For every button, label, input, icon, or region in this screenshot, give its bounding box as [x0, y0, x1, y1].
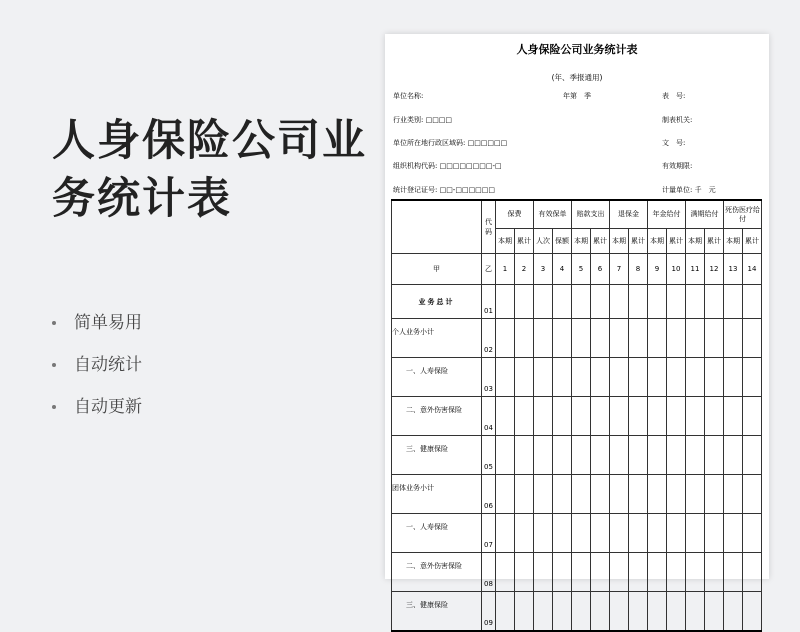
column-number: 5 [572, 254, 591, 285]
column-number: 7 [610, 254, 629, 285]
data-cell[interactable] [705, 553, 724, 592]
document-subtitle: (年、季报通用) [551, 73, 603, 82]
data-cell[interactable] [534, 592, 553, 632]
data-cell[interactable] [667, 397, 686, 436]
data-cell[interactable] [667, 514, 686, 553]
header-group: 赔款支出 [572, 200, 610, 229]
data-cell[interactable] [667, 553, 686, 592]
meta-industry: 行业类别: □□□□ [393, 116, 453, 124]
data-cell[interactable] [705, 397, 724, 436]
column-number: 4 [553, 254, 572, 285]
column-number: 8 [629, 254, 648, 285]
hero-title-line2: 务统计表 [52, 174, 232, 224]
header-sub: 人次 [534, 229, 553, 254]
header-sub: 累计 [743, 229, 762, 254]
data-cell[interactable] [743, 436, 762, 475]
table-row [392, 475, 762, 514]
data-cell[interactable] [515, 514, 534, 553]
header-sub: 累计 [629, 229, 648, 254]
header-sub: 累计 [515, 229, 534, 254]
data-cell[interactable] [572, 514, 591, 553]
row-code: 08 [482, 553, 496, 592]
data-cell[interactable] [724, 358, 743, 397]
data-cell[interactable] [515, 436, 534, 475]
data-cell[interactable] [610, 358, 629, 397]
data-cell[interactable] [705, 319, 724, 358]
header-blank [392, 200, 482, 254]
data-cell[interactable] [553, 285, 572, 319]
feature-label: 自动更新 [74, 397, 142, 417]
data-cell[interactable] [534, 285, 553, 319]
data-cell[interactable] [572, 592, 591, 632]
meta-period: 年第 季 [563, 92, 591, 100]
data-cell[interactable] [667, 436, 686, 475]
row-name: 团体业务小计 [392, 475, 482, 514]
statistics-table [391, 199, 762, 632]
data-cell[interactable] [591, 553, 610, 592]
table-row [392, 319, 762, 358]
data-cell[interactable] [629, 475, 648, 514]
data-cell[interactable] [572, 319, 591, 358]
data-cell[interactable] [610, 514, 629, 553]
data-cell[interactable] [610, 475, 629, 514]
data-cell[interactable] [572, 285, 591, 319]
data-cell[interactable] [496, 436, 515, 475]
table-row [392, 436, 762, 475]
data-cell[interactable] [724, 436, 743, 475]
data-cell[interactable] [553, 592, 572, 632]
data-cell[interactable] [743, 553, 762, 592]
column-number: 11 [686, 254, 705, 285]
data-cell[interactable] [572, 358, 591, 397]
data-cell[interactable] [591, 397, 610, 436]
column-number: 1 [496, 254, 515, 285]
data-cell[interactable] [724, 285, 743, 319]
data-cell[interactable] [610, 397, 629, 436]
header-sub: 本期 [496, 229, 515, 254]
data-cell[interactable] [686, 358, 705, 397]
data-cell[interactable] [515, 285, 534, 319]
bullet-icon [52, 405, 56, 409]
data-cell[interactable] [743, 475, 762, 514]
data-cell[interactable] [629, 514, 648, 553]
data-cell[interactable] [648, 436, 667, 475]
data-cell[interactable] [553, 475, 572, 514]
feature-label: 自动统计 [74, 355, 142, 375]
data-cell[interactable] [743, 397, 762, 436]
row-name: 业务总计 [392, 285, 482, 319]
data-cell[interactable] [591, 285, 610, 319]
meta-unit-name: 单位名称: [393, 92, 424, 100]
data-cell[interactable] [629, 358, 648, 397]
data-cell[interactable] [591, 475, 610, 514]
header-code: 代码 [482, 200, 496, 254]
header-sub: 累计 [667, 229, 686, 254]
meta-region: 单位所在地行政区域码: □□□□□□ [393, 139, 508, 147]
data-cell[interactable] [724, 475, 743, 514]
header-group: 年金给付 [648, 200, 686, 229]
data-cell[interactable] [572, 397, 591, 436]
header-group: 有效保单 [534, 200, 572, 229]
data-cell[interactable] [496, 514, 515, 553]
data-cell[interactable] [591, 319, 610, 358]
table-row [392, 358, 762, 397]
column-number: 14 [743, 254, 762, 285]
header-sub: 本期 [572, 229, 591, 254]
meta-issuer: 制表机关: [662, 116, 693, 124]
header-group: 死伤医疗给付 [724, 200, 762, 229]
row-code: 07 [482, 514, 496, 553]
column-number: 12 [705, 254, 724, 285]
data-cell[interactable] [515, 553, 534, 592]
document-title: 人身保险公司业务统计表 [516, 43, 638, 56]
data-cell[interactable] [724, 514, 743, 553]
bullet-icon [52, 363, 56, 367]
data-cell[interactable] [724, 553, 743, 592]
data-cell[interactable] [534, 514, 553, 553]
data-cell[interactable] [743, 358, 762, 397]
data-cell[interactable] [667, 358, 686, 397]
header-sub: 本期 [648, 229, 667, 254]
column-number: 3 [534, 254, 553, 285]
data-cell[interactable] [496, 592, 515, 632]
hero-title [52, 112, 367, 228]
data-cell[interactable] [743, 319, 762, 358]
data-cell[interactable] [610, 319, 629, 358]
data-cell[interactable] [667, 319, 686, 358]
table-row [392, 397, 762, 436]
data-cell[interactable] [629, 553, 648, 592]
row-code: 04 [482, 397, 496, 436]
header-sub: 本期 [610, 229, 629, 254]
meta-doc-no: 文 号: [662, 139, 686, 147]
row-code: 06 [482, 475, 496, 514]
header-sub: 累计 [705, 229, 724, 254]
data-cell[interactable] [686, 553, 705, 592]
data-cell[interactable] [629, 397, 648, 436]
table-body [392, 285, 762, 632]
data-cell[interactable] [534, 397, 553, 436]
data-cell[interactable] [534, 475, 553, 514]
data-cell[interactable] [629, 285, 648, 319]
data-cell[interactable] [705, 592, 724, 632]
table-row [392, 592, 762, 632]
data-cell[interactable] [743, 514, 762, 553]
hero-title-line1: 人身保险公司业 [52, 116, 367, 166]
data-cell[interactable] [553, 436, 572, 475]
table-header-row [392, 200, 762, 229]
header-yi: 乙 [482, 254, 496, 285]
row-code: 03 [482, 358, 496, 397]
row-name: 二、意外伤害保险 [392, 553, 482, 592]
column-number: 6 [591, 254, 610, 285]
data-cell[interactable] [686, 397, 705, 436]
column-number-row [392, 254, 762, 285]
data-cell[interactable] [553, 397, 572, 436]
header-group: 保费 [496, 200, 534, 229]
data-cell[interactable] [496, 358, 515, 397]
data-cell[interactable] [553, 514, 572, 553]
data-cell[interactable] [667, 285, 686, 319]
table-row [392, 285, 762, 319]
data-cell[interactable] [515, 592, 534, 632]
data-cell[interactable] [724, 319, 743, 358]
row-name: 个人业务小计 [392, 319, 482, 358]
meta-valid: 有效期限: [662, 162, 693, 170]
data-cell[interactable] [648, 514, 667, 553]
table-row [392, 514, 762, 553]
data-cell[interactable] [496, 475, 515, 514]
data-cell[interactable] [534, 553, 553, 592]
row-code: 09 [482, 592, 496, 632]
data-cell[interactable] [572, 553, 591, 592]
data-cell[interactable] [648, 475, 667, 514]
data-cell[interactable] [686, 475, 705, 514]
feature-item [52, 392, 142, 434]
data-cell[interactable] [553, 553, 572, 592]
header-sub: 保额 [553, 229, 572, 254]
data-cell[interactable] [534, 319, 553, 358]
column-number: 13 [724, 254, 743, 285]
meta-reg-no: 统计登记证号: □□-□□□□□□ [393, 186, 496, 194]
data-cell[interactable] [610, 553, 629, 592]
row-name: 二、意外伤害保险 [392, 397, 482, 436]
data-cell[interactable] [648, 397, 667, 436]
header-group: 满期给付 [686, 200, 724, 229]
data-cell[interactable] [724, 397, 743, 436]
data-cell[interactable] [743, 592, 762, 632]
data-cell[interactable] [705, 514, 724, 553]
data-cell[interactable] [515, 475, 534, 514]
feature-label: 简单易用 [74, 313, 142, 333]
column-number: 10 [667, 254, 686, 285]
meta-unit: 计量单位: 千 元 [662, 186, 716, 194]
data-cell[interactable] [553, 358, 572, 397]
meta-org-code: 组织机构代码: □□□□□□□□-□ [393, 162, 502, 170]
data-cell[interactable] [591, 358, 610, 397]
row-code: 01 [482, 285, 496, 319]
data-cell[interactable] [743, 285, 762, 319]
table-row [392, 553, 762, 592]
data-cell[interactable] [515, 319, 534, 358]
feature-item [52, 308, 142, 350]
row-code: 05 [482, 436, 496, 475]
row-code: 02 [482, 319, 496, 358]
data-cell[interactable] [686, 436, 705, 475]
row-name: 一、人寿保险 [392, 358, 482, 397]
bullet-icon [52, 321, 56, 325]
data-cell[interactable] [515, 358, 534, 397]
feature-list [52, 308, 142, 434]
data-cell[interactable] [629, 319, 648, 358]
data-cell[interactable] [496, 553, 515, 592]
column-number: 2 [515, 254, 534, 285]
header-jia: 甲 [392, 254, 482, 285]
data-cell[interactable] [686, 592, 705, 632]
document-preview [385, 34, 769, 627]
feature-item [52, 350, 142, 392]
data-cell[interactable] [591, 436, 610, 475]
data-cell[interactable] [724, 592, 743, 632]
data-cell[interactable] [515, 397, 534, 436]
data-cell[interactable] [686, 319, 705, 358]
data-cell[interactable] [553, 319, 572, 358]
data-cell[interactable] [629, 436, 648, 475]
data-cell[interactable] [686, 285, 705, 319]
data-cell[interactable] [648, 285, 667, 319]
header-sub: 本期 [686, 229, 705, 254]
row-name: 三、健康保险 [392, 436, 482, 475]
data-cell[interactable] [648, 553, 667, 592]
data-cell[interactable] [591, 592, 610, 632]
data-cell[interactable] [591, 514, 610, 553]
header-sub: 本期 [724, 229, 743, 254]
row-name: 三、健康保险 [392, 592, 482, 632]
data-cell[interactable] [686, 514, 705, 553]
data-cell[interactable] [648, 319, 667, 358]
data-cell[interactable] [629, 592, 648, 632]
data-cell[interactable] [572, 475, 591, 514]
data-cell[interactable] [610, 436, 629, 475]
header-group: 退保金 [610, 200, 648, 229]
data-cell[interactable] [610, 285, 629, 319]
data-cell[interactable] [667, 475, 686, 514]
row-name: 一、人寿保险 [392, 514, 482, 553]
data-cell[interactable] [667, 592, 686, 632]
data-cell[interactable] [705, 285, 724, 319]
header-sub: 累计 [591, 229, 610, 254]
data-cell[interactable] [705, 358, 724, 397]
data-cell[interactable] [496, 319, 515, 358]
data-cell[interactable] [705, 475, 724, 514]
data-cell[interactable] [496, 285, 515, 319]
meta-table-no: 表 号: [662, 92, 686, 100]
data-cell[interactable] [534, 436, 553, 475]
data-cell[interactable] [610, 592, 629, 632]
data-cell[interactable] [534, 358, 553, 397]
data-cell[interactable] [496, 397, 515, 436]
data-cell[interactable] [648, 592, 667, 632]
data-cell[interactable] [705, 436, 724, 475]
column-number: 9 [648, 254, 667, 285]
data-cell[interactable] [572, 436, 591, 475]
data-cell[interactable] [648, 358, 667, 397]
